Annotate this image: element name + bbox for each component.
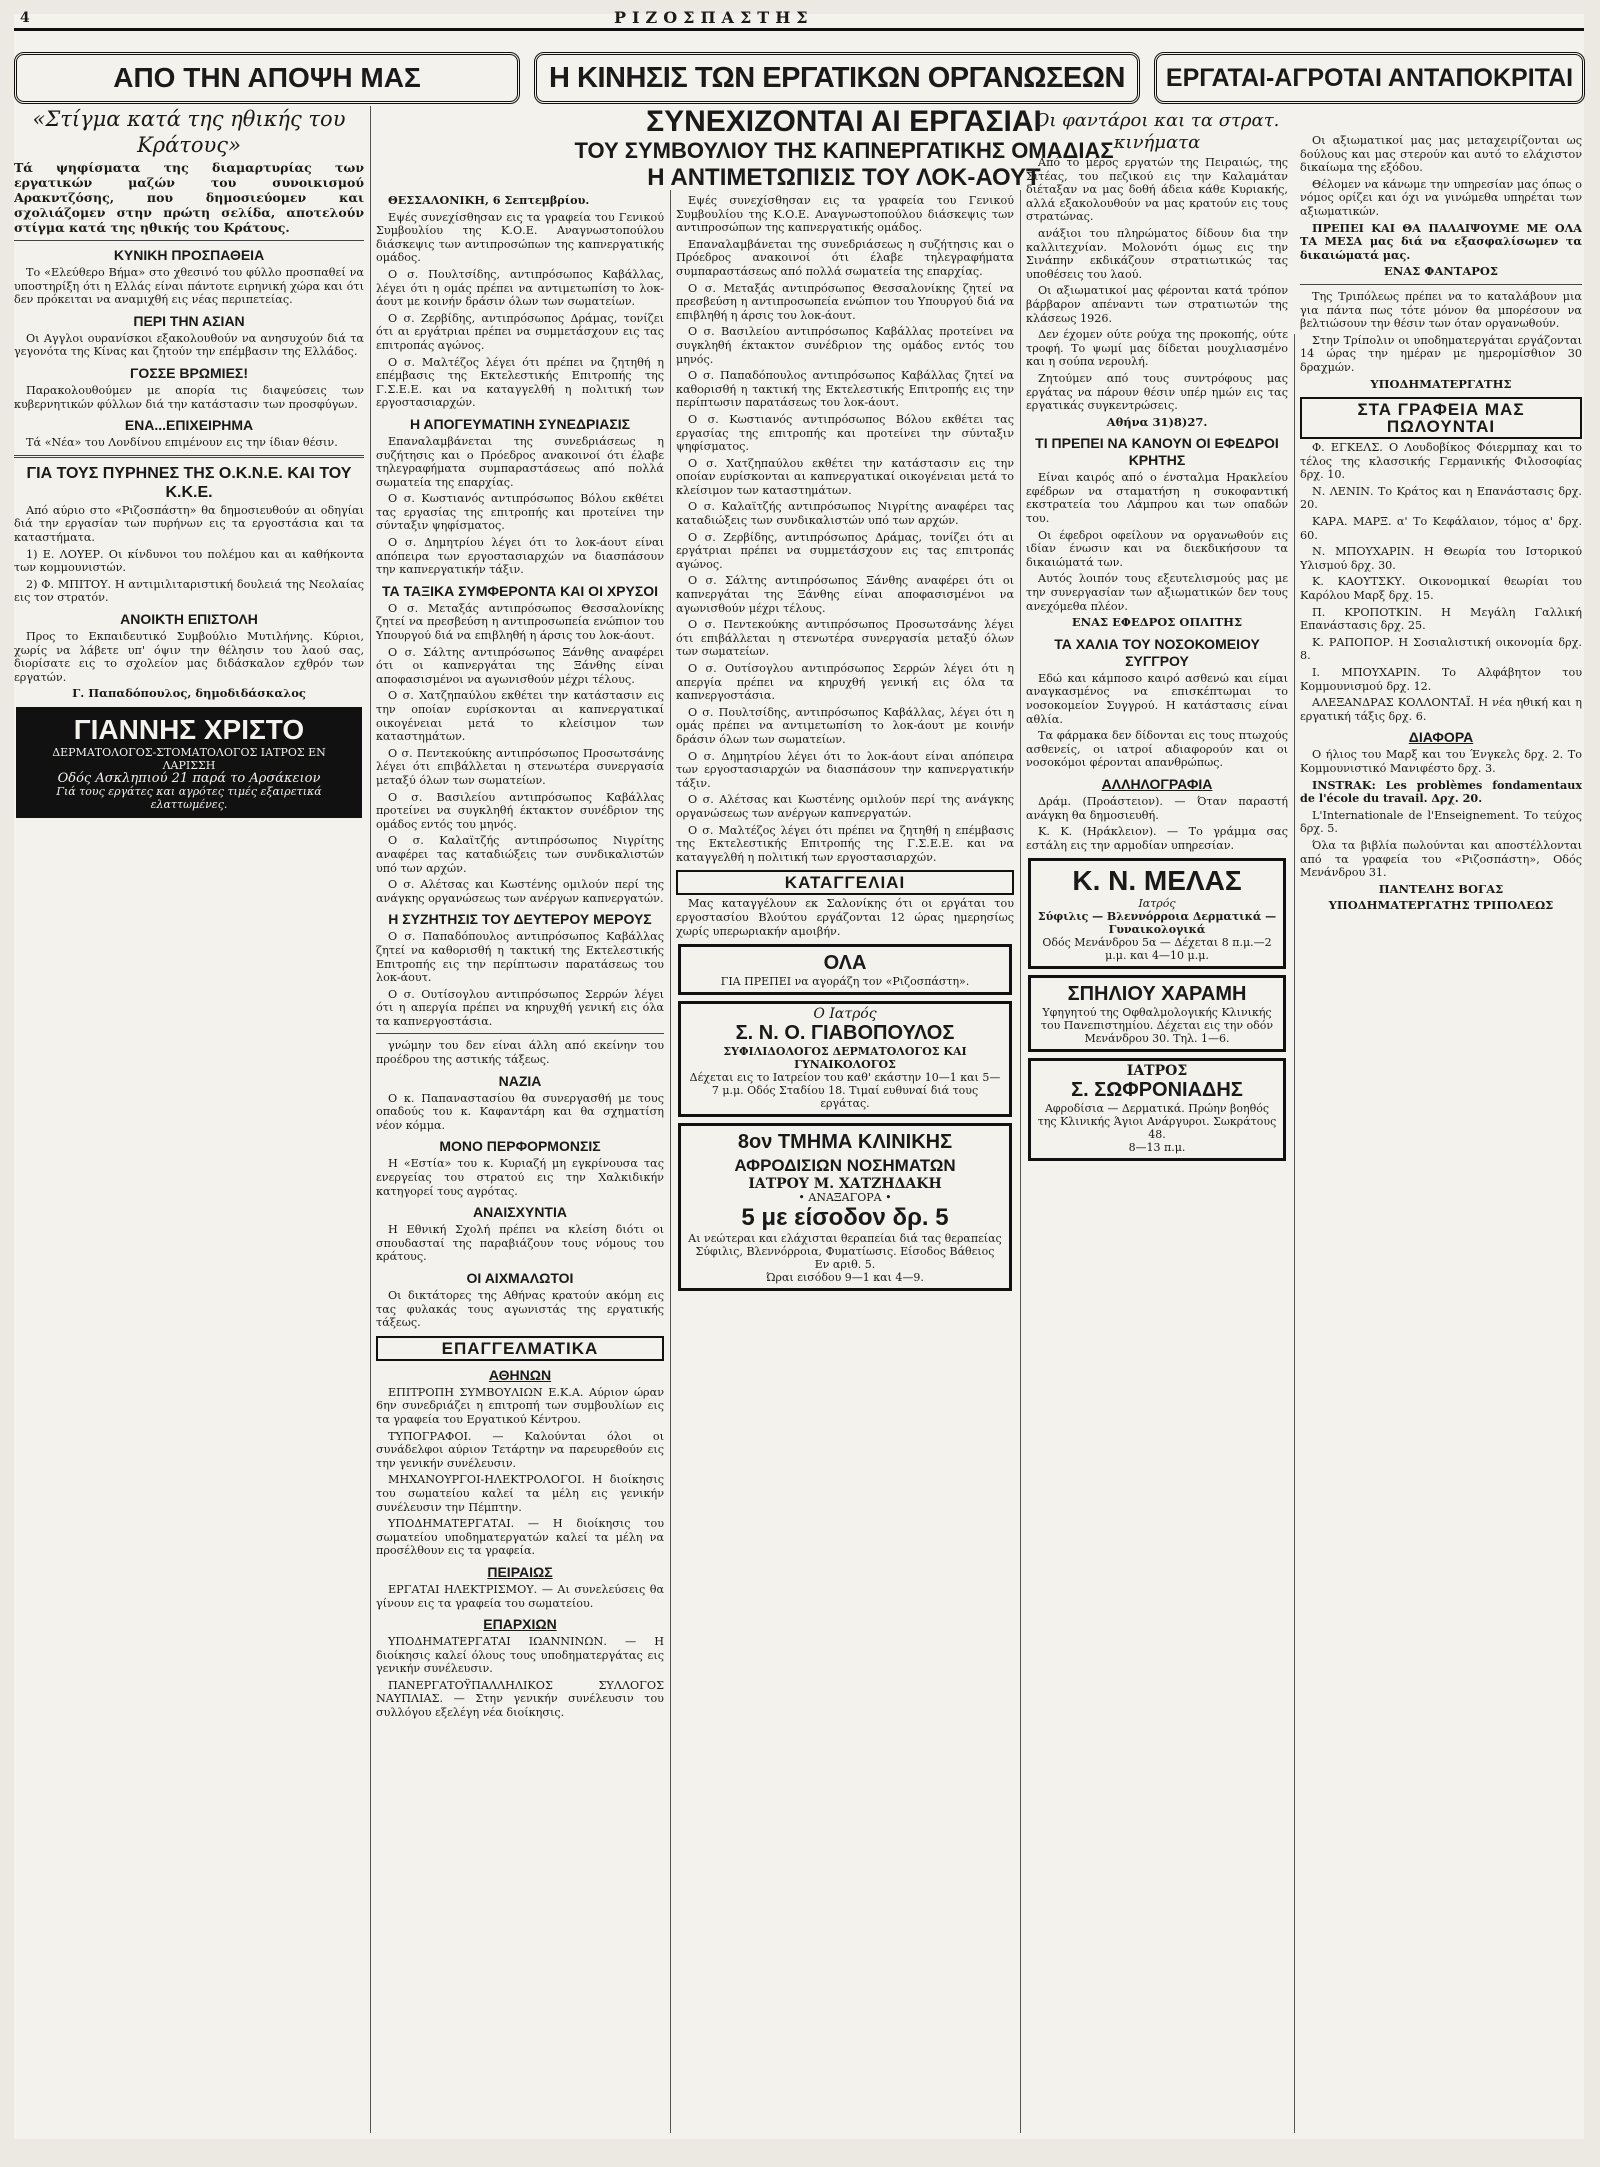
paragraph: Ο σ. Μεταξάς αντιπρόσωπος Θεσσαλονίκης ζητεί να πρεσβεύση η αντιπροσωπεία ενώπιον του Υπουργού διά να επιβληθή η άρσις του λοκ-άουτ.	[376, 601, 664, 643]
paragraph: Ο σ. Αλέτσας και Κωστένης ομιλούν περί της ανάγκης οργανώσεως των ανέργων καπνεργατών.	[676, 793, 1014, 820]
ad-name: ΣΠΗΛΙΟΥ ΧΑΡΑΜΗ	[1067, 983, 1247, 1006]
headline-line-1: ΣΥΝΕΧΙΖΟΝΤΑΙ ΑΙ ΕΡΓΑΣΙΑΙ	[646, 105, 1042, 138]
advertisement-sofroniadis	[1028, 1058, 1286, 1161]
ad-note: Γιά τους εργάτες και αγρότες τιμές εξαιρετικά ελαττωμένες.	[56, 784, 322, 811]
paragraph: INSTRAK: Les problèmes fondamentaux de l'école du travail. Δρχ. 20.	[1300, 777, 1582, 806]
paragraph: Ν. ΜΠΟΥΧΑΡΙΝ. Η Θεωρία του Ιστορικού Υλισμού δρχ. 30.	[1300, 545, 1582, 572]
paragraph: ΤΥΠΟΓΡΑΦΟΙ. — Καλούνται όλοι οι συνάδελφοι αύριον Τετάρτην να παρευρεθούν εις την γενικήν συνέλευσιν.	[376, 1429, 664, 1470]
paragraph: Ο σ. Μαλτέζος λέγει ότι πρέπει να ζητηθή η επέμβασις της Εκτελεστικής Επιτροπής της Γ.Σ.Ε.Ε. και να καταγγελθή η πολιτική των εργοστασιαρχών.	[376, 355, 664, 410]
ad-name: Κ. Ν. ΜΕΛΑΣ	[1072, 865, 1242, 897]
heading: ΓΟΣΣΕ ΒΡΩΜΙΕΣ!	[130, 364, 248, 381]
paragraph: Ζητούμεν από τους συντρόφους μας εργάτας να πάρουν θέσιν υπέρ ημών εις τας εργατικάς συγκεντρώσεις.	[1026, 371, 1288, 413]
paragraph: γνώμην του δεν είναι άλλη από εκείνην του προέδρου της αστικής τάξεως.	[376, 1039, 664, 1067]
paragraph: Ο σ. Πεντεκούκης αντιπρόσωπος Προσωτσάνης λέγει ότι επιβάλλεται η στενωτέρα συνεργασία μεταξύ όλων των σωματείων.	[676, 618, 1014, 659]
paragraph: Κ. ΚΑΟΥΤΣΚΥ. Οικονομικαί θεωρίαι του Καρόλου Μαρξ δρχ. 15.	[1300, 575, 1582, 603]
column-rule	[1294, 334, 1295, 2133]
paragraph: Τα φάρμακα δεν δίδονται εις τους πτωχούς ασθενείς, οι ιατροί αδιαφορούν και οι νοσοκόμοι φέρονται απανθρώπως.	[1026, 729, 1288, 770]
ad-text: Υφηγητού της Οφθαλμολογικής Κλινικής του Πανεπιστημίου. Δέχεται εις την οδόν Μενάνδρου 30. Τηλ. 1—6.	[1040, 1006, 1274, 1046]
paragraph: ΕΠΙΤΡΟΠΗ ΣΥΜΒΟΥΛΙΩΝ Ε.Κ.Α. Αύριον ώραν 6ην συνεδριάζει η επιτροπή των συμβουλίων εις τα γραφεία του Εργατικού Κέντρου.	[376, 1385, 664, 1426]
paragraph: Μας καταγγέλουν εκ Σαλονίκης ότι οι εργάται του εργοστασίου Βλούτου εργάζονται 12 ώρας ημερησίως χωρίς υπερωριακήν αμοιβήν.	[676, 897, 1014, 938]
paragraph: ΜΗΧΑΝΟΥΡΓΟΙ-ΗΛΕΚΤΡΟΛΟΓΟΙ. Η διοίκησις του σωματείου καλεί τα μέλη εις γενικήν συνέλευσιν την Πέμπτην.	[376, 1473, 664, 1514]
paragraph: Ο σ. Κωστιανός αντιπρόσωπος Βόλου εκθέτει τας εργασίας της επιτροπής και προτείνει την σύνταξιν ψηφίσματος.	[676, 412, 1014, 454]
signature: ΕΝΑΣ ΦΑΝΤΑΡΟΣ	[1383, 264, 1499, 279]
heading-bookshop: ΣΤΑ ΓΡΑΦΕΙΑ ΜΑΣ ΠΩΛΟΥΝΤΑΙ	[1300, 397, 1582, 439]
dateline: ΘΕΣΣΑΛΟΝΙΚΗ, 6 Σεπτεμβρίου.	[388, 194, 590, 207]
ad-address: Οδός Μενάνδρου 5α — Δέχεται 8 π.μ.—2 μ.μ. και 4—10 μ.μ.	[1042, 936, 1272, 963]
paragraph: Ο σ. Παπαδόπουλος αντιπρόσωπος Καβάλλας ζητεί να καθορισθή η τακτική της Εκτελεστικής Επιτροπής εις την περίπτωσιν παρατάσεως του λοκ-άουτ.	[376, 930, 664, 985]
advertisement-christo	[16, 707, 362, 818]
signature: ΕΝΑΣ ΕΦΕΔΡΟΣ ΟΠΛΙΤΗΣ	[1071, 615, 1243, 630]
ad-mid: ΑΦΡΟΔΙΣΙΩΝ ΝΟΣΗΜΑΤΩΝ	[734, 1156, 956, 1176]
heading: ΠΕΡΙ ΤΗΝ ΑΣΙΑΝ	[133, 312, 245, 329]
paragraph: Όλα τα βιβλία πωλούνται και αποστέλλονται από τα γραφεία του «Ριζοσπάστη», Οδός Μενάνδρου 31.	[1300, 838, 1582, 880]
heading: ΓΙΑ ΤΟΥΣ ΠΥΡΗΝΕΣ ΤΗΣ Ο.Κ.Ν.Ε. ΚΑΙ ΤΟΥ Κ.Κ.Ε.	[26, 464, 352, 501]
heading: ΠΕΙΡΑΙΩΣ	[487, 1563, 553, 1580]
paragraph: Επαναλαμβάνεται της συνεδριάσεως η συζήτησις και ο Πρόεδρος ανακοινοί ότι έλαβε τηλεγραφήματα συμπαραστάσεως από πολλά σωματεία της επαρχίας.	[676, 237, 1014, 278]
advertisement-clinic	[678, 1123, 1012, 1291]
heading: Η ΑΠΟΓΕΥΜΑΤΙΝΗ ΣΥΝΕΔΡΙΑΣΙΣ	[409, 415, 631, 432]
heading: ΑΛΛΗΛΟΓΡΑΦΙΑ	[1101, 775, 1213, 792]
ad-pre: Ο Ιατρός	[813, 1006, 877, 1023]
banner-sub: ΓΙΑ ΠΡΕΠΕΙ να αγοράζη τον «Ριζοσπάστη».	[720, 975, 970, 989]
paragraph: Δράμ. (Προάστειον). — Όταν παραστή ανάγκη θα δημοσιευθή.	[1026, 794, 1288, 822]
paragraph: ΠΡΕΠΕΙ ΚΑΙ ΘΑ ΠΑΛΑΙΨΟΥΜΕ ΜΕ ΟΛΑ ΤΑ ΜΕΣΑ μας διά να εξασφαλίσωμεν τα δικαιώματά μας.	[1300, 220, 1582, 262]
heading: ΔΙΑΦΟΡΑ	[1408, 729, 1474, 746]
ad-spec: Σύφιλις — Βλεννόρροια Δερματικά — Γυναικολογικά	[1037, 910, 1277, 937]
paragraph: Παρακολουθούμεν με απορία τις διαψεύσεις των κυβερνητικών φύλλων διά την κατάστασιν των προσφύγων.	[14, 383, 364, 411]
paragraph: Ο σ. Παπαδόπουλος αντιπρόσωπος Καβάλλας ζητεί να καθορισθή η τακτική της Εκτελεστικής Επιτροπής εις την περίπτωσιν παρατάσεως του λοκ-άουτ.	[676, 369, 1014, 410]
editorial-title: «Στίγμα κατά της ηθικής του Κράτους»	[32, 107, 346, 157]
ad-price: 5 με είσοδον δρ. 5	[741, 1204, 949, 1232]
page-number: 4	[20, 10, 30, 26]
heading: Η ΣΥΖΗΤΗΣΙΣ ΤΟΥ ΔΕΥΤΕΡΟΥ ΜΕΡΟΥΣ	[388, 911, 652, 928]
paragraph: Ο ήλιος του Μαρξ και του Ένγκελς δρχ. 2. Το Κομμουνιστικό Μανιφέστο δρχ. 3.	[1300, 748, 1582, 775]
advertisement-charamis	[1028, 975, 1286, 1052]
paragraph: Ο σ. Ζερβίδης, αντιπρόσωπος Δράμας, τονίζει ότι αι εργάτριαι πρέπει να συμμετάσχουν εις τας επιτροπάς αγώνος.	[676, 530, 1014, 571]
paragraph: Ν. ΛΕΝΙΝ. Το Κράτος και η Επανάστασις δρχ. 20.	[1300, 484, 1582, 512]
heading: ΝΑΖΙΑ	[498, 1072, 542, 1089]
paragraph: Ο σ. Πουλτσίδης, αντιπρόσωπος Καβάλλας, λέγει ότι η ομάς πρέπει να αντιμετωπίση το λοκ-άουτ με κοινήν δράσιν όλων των σωματείων.	[676, 705, 1014, 746]
paragraph: Ο σ. Βασιλείου αντιπρόσωπος Καβάλλας προτείνει να συγκληθή έκτακτον συνέδριον της ομάδος εντός του μηνός.	[676, 325, 1014, 366]
paragraph: Ο σ. Σάλτης αντιπρόσωπος Ξάνθης αναφέρει ότι οι καπνεργάται της Ξάνθης είναι αποφασισμένοι να αγωνισθούν μέχρι τέλους.	[676, 574, 1014, 615]
paragraph: Κ. ΡΑΠΟΠΟΡ. Η Σοσιαλιστική οικονομία δρχ. 8.	[1300, 635, 1582, 663]
ad-address: • ΑΝΑΞΑΓΟΡΑ •	[798, 1191, 892, 1205]
paragraph: Οι δικτάτορες της Αθήνας κρατούν ακόμη εις τας φυλακάς τους αγωνιστάς της εργατικής τάξεως.	[376, 1289, 664, 1330]
paragraph: Το «Ελεύθερο Βήμα» στο χθεσινό του φύλλο προσπαθεί να υποστηρίξη ότι η Ελλάς είναι πάντοτε ειρηνική χώρα και ότι δεν πρόκειται να αναμιχθή εις νέας περιπετείας.	[14, 266, 364, 307]
paragraph: Ο σ. Καλαϊτζής αντιπρόσωπος Νιγρίτης αναφέρει τας καταδιώξεις των συνδικαλιστών υπό των αρχών.	[676, 500, 1014, 528]
paragraph: Τά «Νέα» του Λονδίνου επιμένουν εις την ίδιαν θέσιν.	[26, 436, 338, 450]
heading: ΑΝΑΙΣΧΥΝΤΙΑ	[473, 1204, 567, 1221]
paragraph: Από αύριο στο «Ριζοσπάστη» θα δημοσιευθούν αι οδηγίαι διά την εργασίαν των πυρήνων εις τα εργοστάσια και τα καταστήματα.	[14, 503, 364, 544]
paragraph: Η Εθνική Σχολή πρέπει να κλείση διότι οι σπουδασταί της παραβιάζουν τους νόμους του κράτους.	[376, 1223, 664, 1264]
paragraph: Ο σ. Ουτίσογλου αντιπρόσωπος Σερρών λέγει ότι η απεργία πρέπει να κηρυχθή γενική εις όλα τα καπνεργοστάσια.	[376, 987, 664, 1028]
paragraph: Ο σ. Πεντεκούκης αντιπρόσωπος Προσωτσάνης λέγει ότι επιβάλλεται η στενωτέρα συνεργασία μεταξύ όλων των σωματείων.	[376, 746, 664, 787]
ad-hours: Ώραι εισόδου 9—1 και 4—9.	[766, 1271, 924, 1285]
column-5	[1300, 134, 1582, 2133]
paragraph: Εψές συνεχίσθησαν εις τα γραφεία του Γενικού Συμβουλίου της Κ.Ο.Ε. Αναγνωστοπούλου διάσκεψις των αντιπροσώπων της καπνεργατικής ομάδος.	[676, 194, 1014, 235]
editorial-lead: Τά ψηφίσματα της διαμαρτυρίας των εργατικών μαζών του συνοικισμού Αρακντζόσης, που δημοσιεύομεν και σχολιάζομεν στην πρώτη σελίδα, αποτελούν στίγμα κατά της ηθικής του Κράτους.	[14, 160, 364, 235]
paragraph: 2) Φ. ΜΠΙΤΟΥ. Η αντιμιλιταριστική δουλειά της Νεολαίας εις τον στρατόν.	[14, 577, 364, 605]
ad-spec: ΣΥΦΙΛΙΔΟΛΟΓΟΣ ΔΕΡΜΑΤΟΛΟΓΟΣ ΚΑΙ ΓΥΝΑΙΚΟΛΟΓΟΣ	[723, 1045, 967, 1072]
paragraph: Προς το Εκπαιδευτικό Συμβούλιο Μυτιλήνης. Κύριοι, χωρίς να λάβετε υπ' όψιν την θέλησιν του λαού σας, διορίσατε εις το σχολείον μας διδάσκαλον εχθρόν των εργατών.	[14, 629, 364, 684]
column-rule	[1020, 190, 1021, 2133]
ad-name: Σ. Ν. Ο. ΓΙΑΒΟΠΟΥΛΟΣ	[735, 1022, 955, 1045]
headline-line-3: Η ΑΝΤΙΜΕΤΩΠΙΣΙΣ ΤΟΥ ΛΟΚ-ΑΟΥΤ	[647, 164, 1041, 191]
signature: ΠΑΝΤΕΛΗΣ ΒΟΓΑΣ	[1378, 881, 1504, 896]
section-title: Η ΚΙΝΗΣΙΣ ΤΩΝ ΕΡΓΑΤΙΚΩΝ ΟΡΓΑΝΩΣΕΩΝ	[549, 61, 1125, 94]
ad-name: Σ. ΣΩΦΡΟΝΙΑΔΗΣ	[1071, 1079, 1243, 1102]
paragraph: Είναι καιρός από ο ένσταλμα Ηρακλείου εφέδρων να σταματήση η συκοφαντική εκστρατεία του Λάμπρου και των οπαδών του.	[1026, 471, 1288, 526]
paragraph: Της Τριπόλεως πρέπει να το καταλάβουν μια για πάντα πως τότε μόνον θα μπορέσουν να βελτιώσουν την θέσιν των όταν οργανωθούν.	[1300, 289, 1582, 331]
paragraph: ΥΠΟΔΗΜΑΤΕΡΓΑΤΑΙ ΙΩΑΝΝΙΝΩΝ. — Η διοίκησις καλεί όλους τους υποδηματεργάτας εις γενικήν συνέλευσιν.	[376, 1635, 664, 1676]
signature: ΥΠΟΔΗΜΑΤΕΡΓΑΤΗΣ ΤΡΙΠΟΛΕΩΣ	[1328, 898, 1554, 913]
ad-address: Οδός Ασκληπιού 21 παρά το Αρσάκειον	[57, 770, 321, 786]
heading: ΚΥΝΙΚΗ ΠΡΟΣΠΑΘΕΙΑ	[113, 247, 265, 263]
paragraph: Ο κ. Παπαναστασίου θα συνεργασθή με τους οπαδούς του κ. Καφαντάρη και θα σχηματίση νέον κόμμα.	[376, 1091, 664, 1132]
heading: ΕΠΑΡΧΙΩΝ	[483, 1616, 557, 1633]
ad-hours: 8—13 π.μ.	[1128, 1141, 1186, 1155]
heading: ΟΙ ΑΙΧΜΑΛΩΤΟΙ	[466, 1270, 574, 1286]
heading: ΜΟΝΟ ΠΕΡΦΟΡΜΟΝΣΙΣ	[439, 1138, 601, 1155]
heading: ΑΝΟΙΚΤΗ ΕΠΙΣΤΟΛΗ	[120, 610, 258, 627]
column-4	[1026, 110, 1288, 2133]
divider	[1300, 284, 1582, 285]
banner-buy-paper	[678, 944, 1012, 995]
paragraph: Ο σ. Αλέτσας και Κωστένης ομιλούν περί της ανάγκης οργανώσεως των ανέργων καπνεργατών.	[376, 878, 664, 905]
ad-top: 8ον ΤΜΗΜΑ ΚΛΙΝΙΚΗΣ	[737, 1131, 953, 1154]
headline-line-2: ΤΟΥ ΣΥΜΒΟΥΛΙΟΥ ΤΗΣ ΚΑΠΝΕΡΓΑΤΙΚΗΣ ΟΜΑΔΙΑΣ	[574, 138, 1114, 163]
paragraph: Ο σ. Ουτίσογλου αντιπρόσωπος Σερρών λέγει ότι η απεργία πρέπει να κηρυχθή γενική εις όλα τα καπνεργοστάσια.	[676, 662, 1014, 703]
ad-name: ΓΙΑΝΝΗΣ ΧΡΙΣΤΟ	[73, 713, 305, 745]
paragraph: Δεν έχομεν ούτε ρούχα της προκοπής, ούτε τροφή. Το ψωμί μας δίδεται μουχλιασμένο και η σούπα νερουλή.	[1026, 328, 1288, 369]
paragraph: Κ. Κ. (Ηράκλειον). — Το γράμμα σας εστάλη εις την αρμοδίαν υπηρεσίαν.	[1026, 825, 1288, 852]
heading: ΤΑ ΤΑΞΙΚΑ ΣΥΜΦΕΡΟΝΤΑ ΚΑΙ ΟΙ ΧΡΥΣΟΙ	[381, 582, 659, 599]
paragraph: Ο σ. Χατζηπαύλου εκθέτει την κατάστασιν εις την οποίαν ευρίσκονται αι καπνεργατικαί οικογένειαι μετά το κλείσιμον των καταστημάτων.	[376, 689, 664, 744]
advertisement-giavopoulos	[678, 1001, 1012, 1117]
paragraph: Π. ΚΡΟΠΟΤΚΙΝ. Η Μεγάλη Γαλλική Επανάστασις δρχ. 25.	[1300, 605, 1582, 633]
paragraph: Ο σ. Χατζηπαύλου εκθέτει την κατάστασιν εις την οποίαν ευρίσκονται αι καπνεργατικαί οικογένειαι μετά το κλείσιμον των καταστημάτων.	[676, 456, 1014, 497]
divider	[14, 455, 364, 458]
divider	[376, 1033, 664, 1034]
paragraph: Ο σ. Κωστιανός αντιπρόσωπος Βόλου εκθέτει τας εργασίας της επιτροπής και προτείνει την σύνταξιν ψηφίσματος.	[376, 492, 664, 533]
paragraph: Οι Αγγλοι ουρανίσκοι εξακολουθούν να ανησυχούν διά τα γεγονότα της Κίνας και ζητούν την επέμβασιν της Ελλάδος.	[14, 331, 364, 359]
newspaper-page	[14, 8, 1584, 2139]
paragraph: Οι αξιωματικοί μας φέρονται κατά τρόπον βάρβαρον απέναντι των στρατιωτών της κλάσεως 1926.	[1026, 284, 1288, 325]
article-title-soldiers: Οι φαντάροι και τα στρατ. κινήματα	[1034, 110, 1280, 153]
heading: ΕΝΑ...ΕΠΙΧΕΙΡΗΜΑ	[124, 417, 254, 434]
paragraph: Εδώ και κάμποσο καιρό ασθενώ και είμαι αναγκασμένος να επισκέπτωμαι το νοσοκομείον Συγγρού. Η κατάστασις είναι αθλία.	[1026, 671, 1288, 726]
paragraph: Ο σ. Βασιλείου αντιπρόσωπος Καβάλλας προτείνει να συγκληθή έκτακτον συνέδριον της ομάδος εντός του μηνός.	[376, 790, 664, 831]
signature: Γ. Παπαδόπουλος, δημοδιδάσκαλος	[72, 686, 306, 701]
ad-doctor: ΙΑΤΡΟΥ Μ. ΧΑΤΖΗΔΑΚΗ	[748, 1176, 942, 1193]
paragraph: Ο σ. Δημητρίου λέγει ότι το λοκ-άουτ είναι απόπειρα των εργοστασιαρχών να διασπάσουν την καπνεργατικήν τάξιν.	[376, 536, 664, 577]
paragraph: Ο σ. Μαλτέζος λέγει ότι πρέπει να ζητηθή η επέμβασις της Εκτελεστικής Επιτροπής της Γ.Σ.Ε.Ε. και να καταγγελθή η πολιτική των εργοστασιαρχών.	[676, 823, 1014, 864]
paragraph: ΑΛΕΞΑΝΔΡΑΣ ΚΟΛΛΟΝΤΑΪ. Η νέα ηθική και η εργατική τάξις δρχ. 6.	[1300, 696, 1582, 723]
heading: ΑΘΗΝΩΝ	[488, 1366, 552, 1383]
section-title: ΕΡΓΑΤΑΙ-ΑΓΡΟΤΑΙ ΑΝΤΑΠΟΚΡΙΤΑΙ	[1165, 63, 1574, 92]
paragraph: Ο σ. Σάλτης αντιπρόσωπος Ξάνθης αναφέρει ότι οι καπνεργάται της Ξάνθης είναι αποφασισμένοι να αγωνισθούν μέχρι τέλους.	[376, 645, 664, 686]
paragraph: Φ. ΕΓΚΕΛΣ. Ο Λουδοβίκος Φόιερμπαχ και το τέλος της κλασσικής Γερμανικής Φιλοσοφίας δρχ. 10.	[1300, 441, 1582, 482]
paragraph: L'Internationale de l'Enseignement. Το τεύχος δρχ. 5.	[1300, 808, 1582, 836]
column-3	[676, 194, 1014, 2133]
paragraph: Ο σ. Καλαϊτζής αντιπρόσωπος Νιγρίτης αναφέρει τας καταδιώξεις των συνδικαλιστών υπό των αρχών.	[376, 834, 664, 875]
paragraph: Ο σ. Μεταξάς αντιπρόσωπος Θεσσαλονίκης ζητεί να πρεσβεύση η αντιπροσωπεία ενώπιον του Υπουργού διά να επιβληθή η άρσις του λοκ-άουτ.	[676, 281, 1014, 322]
paragraph: Αυτός λοιπόν τους εξευτελισμούς μας με την συνεργασίαν των αξιωματικών δεν τους ανεχόμεθα πλέον.	[1026, 572, 1288, 613]
paragraph: Στην Τρίπολιν οι υποδηματεργάται εργάζονται 14 ώρας την ημέραν με ημερομίσθιον 30 δραχμών.	[1300, 333, 1582, 374]
paragraph: Ι. ΜΠΟΥΧΑΡΙΝ. Το Αλφάβητον του Κομμουνισμού δρχ. 12.	[1300, 666, 1582, 693]
paragraph: ΥΠΟΔΗΜΑΤΕΡΓΑΤΑΙ. — Η διοίκησις του σωματείου υποδηματεργατών καλεί τα μέλη να προσέλθουν εις τα γραφεία.	[376, 1517, 664, 1558]
signature: Αθήνα 31)8)27.	[1106, 414, 1208, 429]
paragraph: Εψές συνεχίσθησαν εις τα γραφεία του Γενικού Συμβουλίου της Κ.Ο.Ε. Αναγνωστοπούλου διάσκεψις των αντιπροσώπων της καπνεργατικής ομάδος.	[376, 210, 664, 265]
column-1	[14, 106, 364, 2133]
paragraph: Από το μέρος εργατών της Πειραιώς, της Σιτέας, του πεζικού εις την Καλαμάταν διέταξαν να μας δοθή άδεια κάθε Κυριακής, αλλά εξακολουθούν να μας κρατούν εις τους στρατώνας.	[1026, 156, 1288, 224]
paragraph: Ο σ. Πουλτσίδης, αντιπρόσωπος Καβάλλας, λέγει ότι η ομάς πρέπει να αντιμετωπίση το λοκ-άουτ με κοινήν δράσιν όλων των σωματείων.	[376, 267, 664, 309]
divider	[14, 240, 364, 241]
heading-complaints: ΚΑΤΑΓΓΕΛΙΑΙ	[676, 870, 1014, 895]
masthead-strip	[14, 8, 1584, 31]
section-title: ΑΠΟ ΤΗΝ ΑΠΟΨΗ ΜΑΣ	[113, 62, 421, 93]
heading: ΤΙ ΠΡΕΠΕΙ ΝΑ ΚΑΝΟΥΝ ΟΙ ΕΦΕΔΡΟΙ ΚΡΗΤΗΣ	[1035, 435, 1279, 469]
banner-word: ΟΛΑ	[823, 952, 867, 975]
ad-text: Δέχεται εις το Ιατρείον του καθ' εκάστην 10—1 και 5—7 μ.μ. Οδός Σταδίου 18. Τιμαί ευθυναί διά τους εργάτας.	[689, 1071, 1001, 1111]
section-banner-our-view	[14, 52, 520, 104]
ad-line: ΔΕΡΜΑΤΟΛΟΓΟΣ-ΣΤΟΜΑΤΟΛΟΓΟΣ ΙΑΤΡΟΣ ΕΝ ΛΑΡΙΣΣΗ	[52, 745, 326, 772]
heading: ΤΑ ΧΑΛΙΑ ΤΟΥ ΝΟΣΟΚΟΜΕΙΟΥ ΣΥΓΓΡΟΥ	[1054, 635, 1260, 669]
section-banner-correspondents	[1154, 52, 1585, 104]
paragraph: Ο σ. Δημητρίου λέγει ότι το λοκ-άουτ είναι απόπειρα των εργοστασιαρχών να διασπάσουν την καπνεργατικήν τάξιν.	[676, 749, 1014, 790]
paragraph: ΠΑΝΕΡΓΑΤΟΫΠΑΛΛΗΛΙΚΟΣ ΣΥΛΛΟΓΟΣ ΝΑΥΠΛΙΑΣ. — Στην γενικήν συνέλευσιν του συλλόγου εξελέγη νέα διοίκησις.	[376, 1678, 664, 1720]
paragraph: Επαναλαμβάνεται της συνεδριάσεως η συζήτησις και ο Πρόεδρος ανακοινοί ότι έλαβε τηλεγραφήματα συμπαραστάσεως από πολλά σωματεία της επαρχίας.	[376, 434, 664, 489]
advertisement-melas	[1028, 858, 1286, 969]
heading-professional: ΕΠΑΓΓΕΛΜΑΤΙΚΑ	[376, 1336, 664, 1361]
paragraph: Η «Εστία» του κ. Κυριαζή μη εγκρίνουσα τας ενεργείας του στρατού εις την Χαλκιδικήν κατηγορεί τους αγρότας.	[376, 1157, 664, 1198]
column-rule	[670, 190, 671, 2133]
signature: ΥΠΟΔΗΜΑΤΕΡΓΑΤΗΣ	[1370, 376, 1512, 391]
ad-role: ΙΑΤΡΟΣ	[1126, 1063, 1188, 1080]
section-banner-labor-movement	[534, 52, 1140, 104]
ad-text: Αφροδίσια — Δερματικά. Πρώην βοηθός της Κλινικής Άγιοι Ανάργυροι. Σωκράτους 48.	[1037, 1102, 1277, 1142]
paragraph: ΕΡΓΑΤΑΙ ΗΛΕΚΤΡΙΣΜΟΥ. — Αι συνελεύσεις θα γίνουν εις τα γραφεία του σωματείου.	[376, 1582, 664, 1610]
paper-name: ΡΙΖΟΣΠΑΣΤΗΣ	[614, 8, 814, 27]
paragraph: Θέλομεν να κάνωμε την υπηρεσίαν μας όπως ο νόμος ορίζει και όχι να γινώμεθα υπηρέται των αξιωματικών.	[1300, 177, 1582, 218]
paragraph: 1) Ε. ΛΟΥΕΡ. Οι κίνδυνοι του πολέμου και αι καθήκοντα των κομμουνιστών.	[14, 547, 364, 575]
paragraph: ανάξιοι του πληρώματος δίδουν δια την καλλιτεχνίαν. Μολονότι όμως εις την Σινάπην εκδικάζουν στρατιωτικώς τας υποθέσεις του λαού.	[1026, 226, 1288, 281]
paragraph: Οι αξιωματικοί μας μας μεταχειρίζονται ως δούλους και μας στερούν και αυτό το ελάχιστον δικαίωμα της εξόδου.	[1300, 134, 1582, 175]
paragraph: Οι έφεδροι οφείλουν να οργανωθούν εις ιδίαν ένωσιν και να διεκδικήσουν τα δικαιώματά των.	[1026, 528, 1288, 569]
paragraph: ΚΑΡΑ. ΜΑΡΞ. α' Το Κεφάλαιον, τόμος α' δρχ. 60.	[1300, 515, 1582, 542]
paragraph: Ο σ. Ζερβίδης, αντιπρόσωπος Δράμας, τονίζει ότι αι εργάτριαι πρέπει να συμμετάσχουν εις τας επιτροπάς αγώνος.	[376, 311, 664, 352]
column-2	[376, 194, 664, 2133]
ad-text: Αι νεώτεραι και ελάχισται θεραπείαι διά τας θεραπείας Σύφιλις, Βλεννόρροια, Φυματίωσις. Είσοδος Βάθειος Εν αριθ. 5.	[688, 1232, 1002, 1272]
ad-role: Ιατρός	[1138, 897, 1176, 911]
column-rule	[370, 106, 371, 2133]
